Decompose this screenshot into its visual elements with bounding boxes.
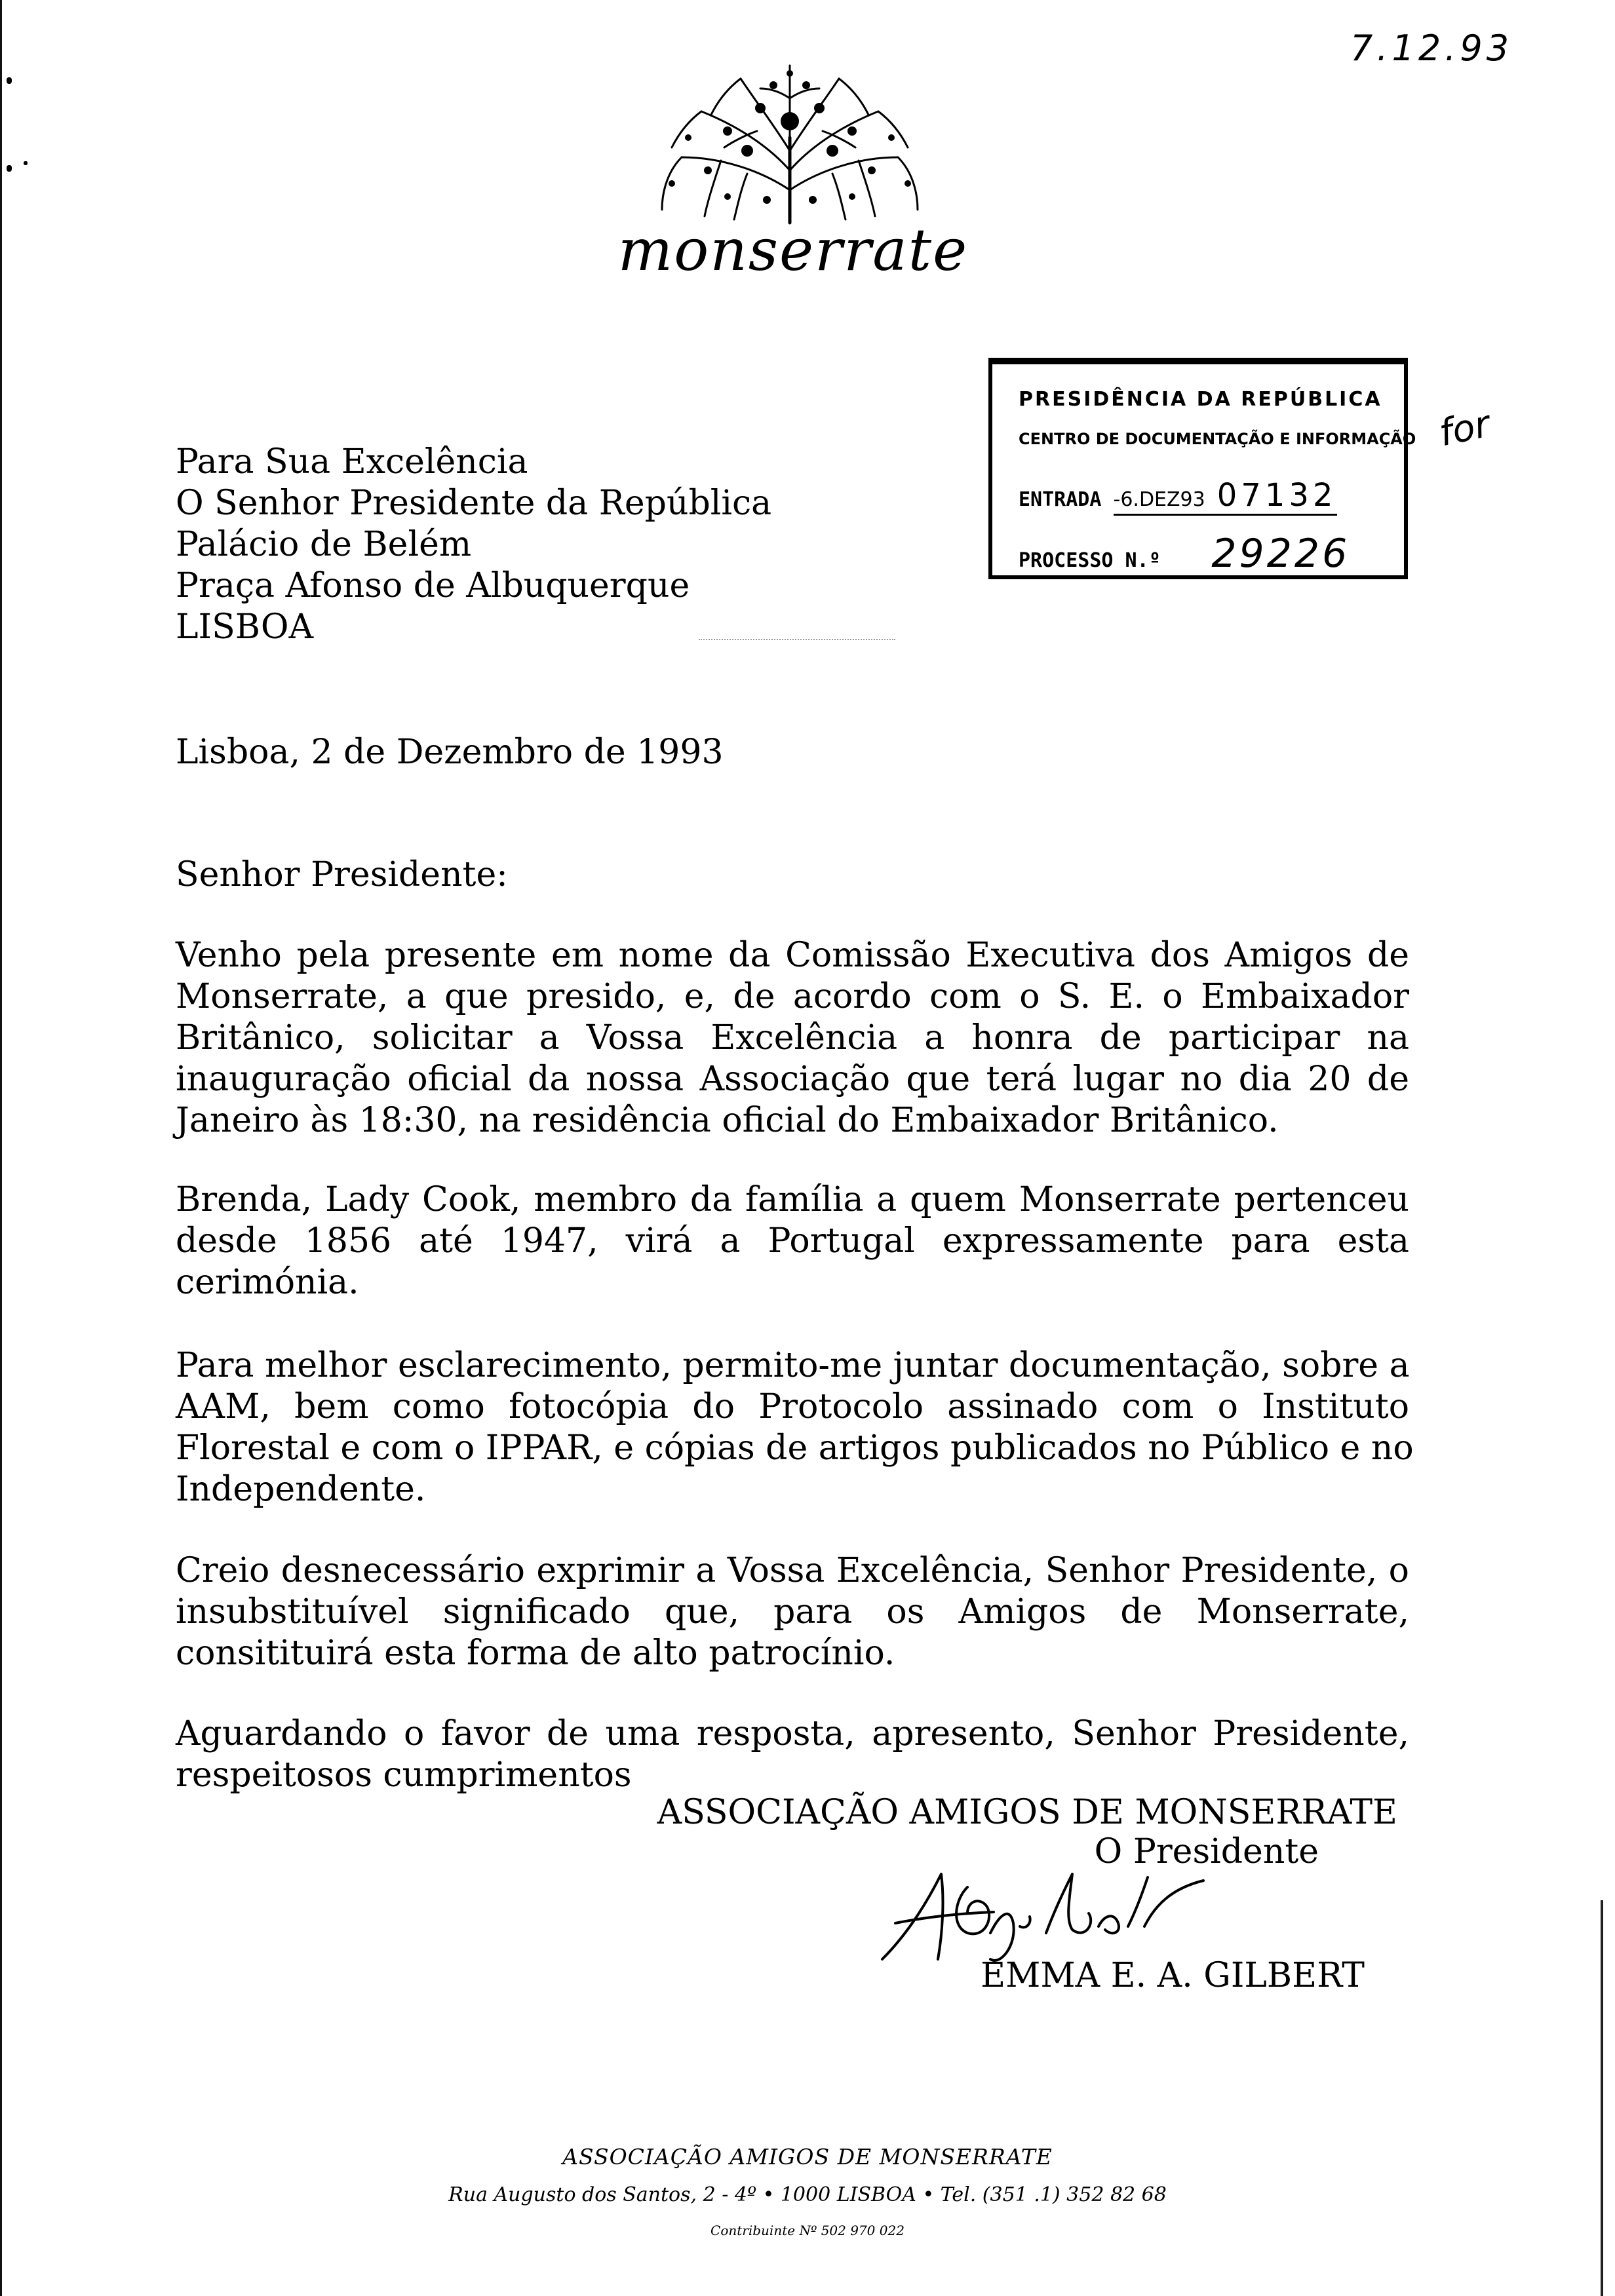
scan-speck	[7, 77, 12, 84]
body-paragraph	[176, 1179, 1409, 1303]
recipient-line: O Senhor Presidente da República	[176, 484, 772, 523]
paragraph-line: Florestal e com o IPPAR, e cópias de artigos publicados no Público e no	[176, 1428, 1414, 1468]
recipient-line: Palácio de Belém	[176, 525, 472, 564]
stamp-entrada-date: -6.DEZ93	[1113, 488, 1205, 511]
footer-taxpayer: Contribuinte Nº 502 970 022	[710, 2223, 905, 2238]
footer-organization: ASSOCIAÇÃO AMIGOS DE MONSERRATE	[562, 2144, 1053, 2170]
paragraph-line: Brenda, Lady Cook, membro da família a quem Monserrate pertenceu	[176, 1180, 1409, 1219]
stamp-title: PRESIDÊNCIA DA REPÚBLICA	[1019, 388, 1382, 411]
paragraph-line: inauguração oficial da nossa Associação que terá lugar no dia 20 de	[176, 1060, 1409, 1099]
scan-speck	[24, 161, 28, 165]
recipient-line: Para Sua Excelência	[176, 442, 528, 482]
stamp-processo-number: 29226	[1211, 531, 1350, 577]
paragraph-line: Monserrate, a que presido, e, de acordo com o S. E. o Embaixador	[176, 977, 1409, 1016]
reception-stamp	[988, 358, 1416, 579]
scan-edge-left	[0, 0, 2, 2296]
stamp-subtitle: CENTRO DE DOCUMENTAÇÃO E INFORMAÇÃO	[1019, 430, 1416, 448]
stamp-entrada-field	[1114, 477, 1337, 516]
paragraph-line: cerimónia.	[176, 1263, 359, 1302]
paragraph-line: desde 1856 até 1947, virá a Portugal expressamente para esta	[176, 1221, 1409, 1261]
dotted-rule	[699, 639, 895, 640]
closing-name: EMMA E. A. GILBERT	[981, 1956, 1365, 1995]
paragraph-line: insubstituível significado que, para os Amigos de Monserrate,	[176, 1592, 1409, 1632]
monserrate-tree-logo-icon	[642, 59, 937, 229]
paragraph-line: Venho pela presente em nome da Comissão Executiva dos Amigos de	[176, 936, 1409, 975]
place-date: Lisboa, 2 de Dezembro de 1993	[176, 733, 724, 772]
paragraph-line: Aguardando o favor de uma resposta, apresento, Senhor Presidente,	[176, 1714, 1409, 1753]
paragraph-line: AAM, bem como fotocópia do Protocolo assinado com o Instituto	[176, 1387, 1409, 1426]
salutation: Senhor Presidente:	[176, 855, 508, 894]
body-paragraph	[176, 1713, 1409, 1796]
paragraph-line: consitituirá esta forma de alto patrocínio.	[176, 1634, 895, 1673]
stamp-entrada	[1019, 477, 1337, 516]
stamp-entrada-label: ENTRADA	[1019, 488, 1102, 511]
paragraph-line: Britânico, solicitar a Vossa Excelência a honra de participar na	[176, 1018, 1409, 1058]
recipient-address	[176, 442, 771, 648]
scan-speck	[7, 165, 12, 172]
stamp-processo-field	[1173, 531, 1389, 579]
margin-handwritten-note: for	[1435, 402, 1494, 455]
paragraph-line: Creio desnecessário exprimir a Vossa Excelência, Senhor Presidente, o	[176, 1551, 1409, 1590]
closing-role: O Presidente	[1094, 1832, 1319, 1871]
footer-address: Rua Augusto dos Santos, 2 - 4º • 1000 LISBOA • Tel. (351 .1) 352 82 68	[448, 2183, 1167, 2206]
body-paragraph	[176, 935, 1409, 1141]
recipient-line: Praça Afonso de Albuquerque	[176, 566, 690, 605]
body-paragraph	[176, 1345, 1414, 1510]
stamp-processo-label: PROCESSO N.º	[1019, 549, 1161, 572]
paragraph-line: respeitosos cumprimentos	[176, 1755, 632, 1795]
logo-wordmark: monserrate	[617, 216, 969, 284]
stamp-processo	[1019, 531, 1389, 579]
paragraph-line: Para melhor esclarecimento, permito-me juntar documentação, sobre a	[176, 1346, 1410, 1385]
closing-organization: ASSOCIAÇÃO AMIGOS DE MONSERRATE	[657, 1793, 1397, 1832]
paragraph-line: Janeiro às 18:30, na residência oficial do Embaixador Britânico.	[176, 1101, 1279, 1140]
handwritten-date: 7.12.93	[1350, 28, 1513, 69]
recipient-line: LISBOA	[176, 607, 314, 647]
stamp-entrada-number: 07132	[1216, 477, 1337, 514]
paragraph-line: Independente.	[176, 1470, 426, 1509]
body-paragraph	[176, 1550, 1409, 1674]
